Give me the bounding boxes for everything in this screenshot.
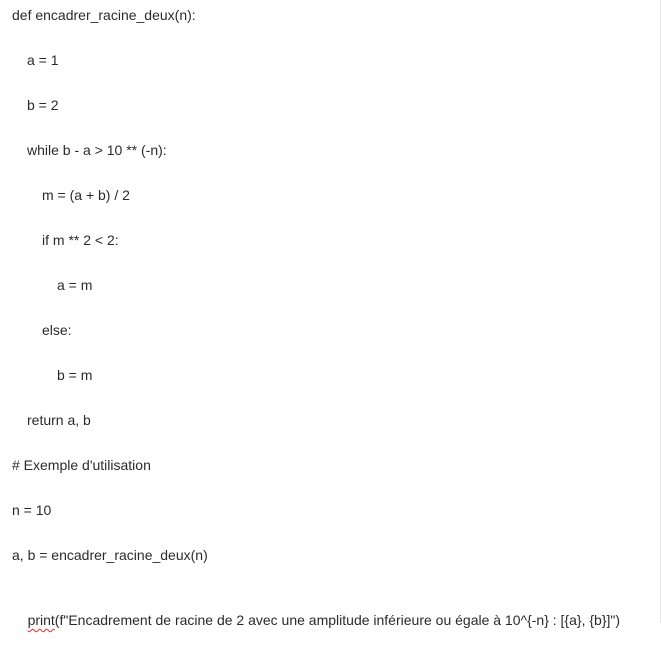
code-line-comment[interactable]: # Exemple d'utilisation [12,457,151,473]
code-line-call[interactable]: a, b = encadrer_racine_deux(n) [12,547,208,563]
code-line-return[interactable]: return a, b [27,412,91,428]
code-line-print[interactable] [12,590,621,628]
code-line-while[interactable]: while b - a > 10 ** (-n): [27,142,167,158]
spellcheck-underlined-word[interactable]: print [27,612,55,628]
code-line-b-init[interactable]: b = 2 [27,97,59,113]
code-line-b-assign[interactable]: b = m [57,367,93,383]
code-line-def[interactable]: def encadrer_racine_deux(n): [12,7,196,23]
code-line-a-assign[interactable]: a = m [57,277,93,293]
code-line-a-init[interactable]: a = 1 [27,52,59,68]
code-line-midpoint[interactable]: m = (a + b) / 2 [42,187,130,203]
code-line-else[interactable]: else: [42,322,72,338]
code-line-n-assign[interactable]: n = 10 [12,502,52,518]
print-arguments: (f"Encadrement de racine de 2 avec une amplitude inférieure ou égale à 10^{-n} : [{a}, {b}]") [54,612,621,628]
code-line-if[interactable]: if m ** 2 < 2: [42,232,119,248]
